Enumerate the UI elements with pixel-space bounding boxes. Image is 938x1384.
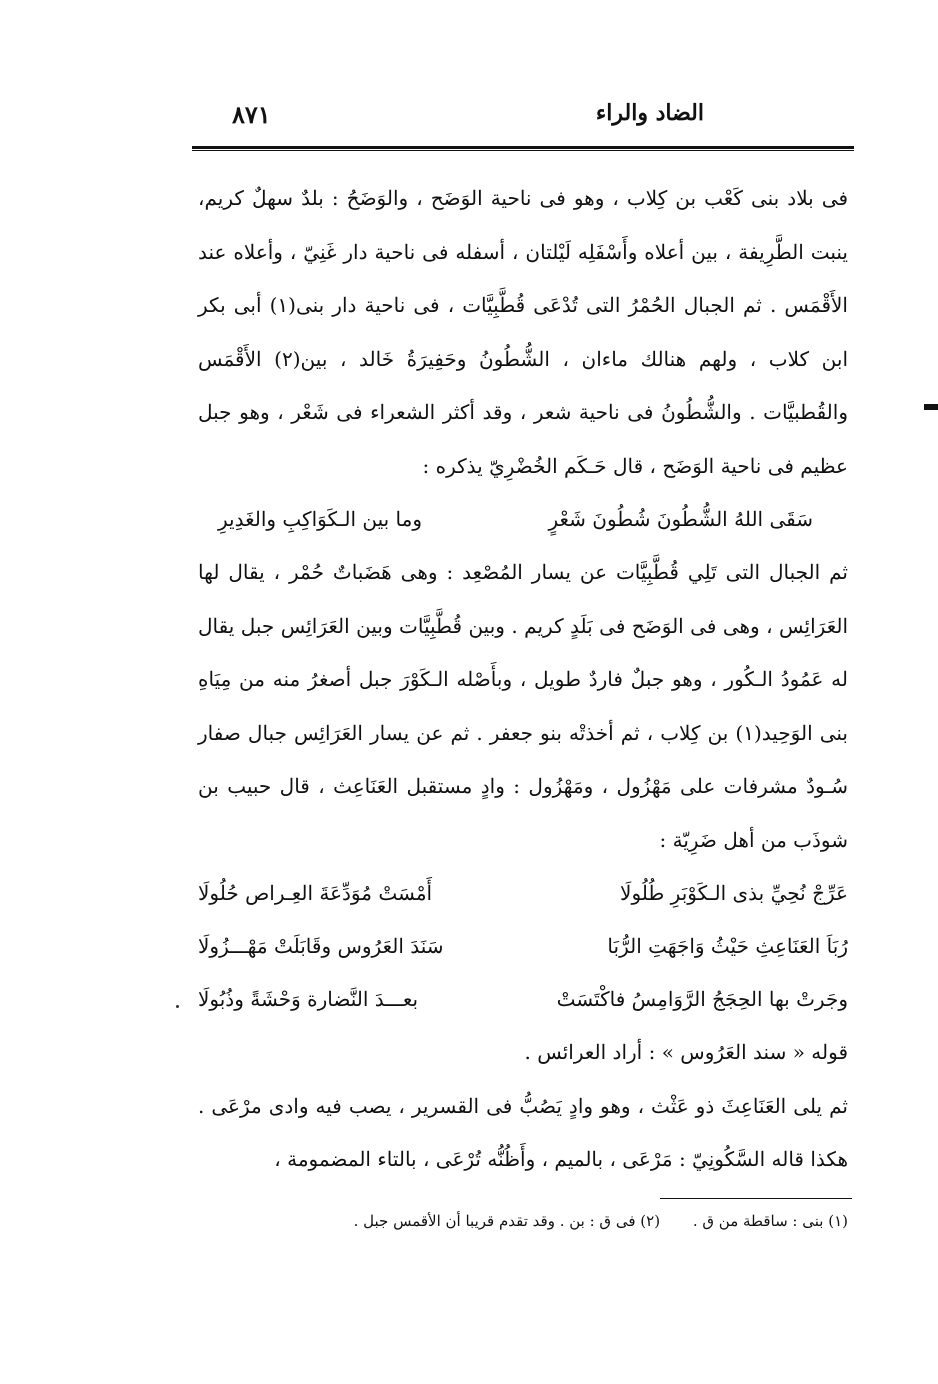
verse-line bbox=[198, 493, 848, 546]
footnote-rule bbox=[660, 1198, 852, 1199]
verse-first-hemistich: وجَرتْ بها الحِجَجُ الرَّوَامِسُ فاكْتَسَتْ bbox=[556, 987, 848, 1011]
footnotes bbox=[198, 1208, 848, 1234]
poem-line bbox=[198, 920, 848, 973]
paragraph-2: ثم الجبال التى تَلِي قُطَّبِيَّات عن يسار المُصْعِد : وهى هَضَباتٌ حُمْر ، يقال لها العَرَائِس ، وهى فى الوَضَح فى بَلَدٍ كريم . وبين قُطَّبِيَّات وبين العَرَائِس جبل يقال له عَمُودُ الـكُور ، وهو جبلٌ فاردٌ طويل ، وبأَصْله الـكَوْرَ جبل أصغرُ منه من مِيَاهِ بنى الوَحِيد(١) بن كِلاب ، ثم أخذتْه بنو جعفر . ثم عن يسار العَرَائِس جبال صفار سُـودٌ مشرفات على مَهْزُول ، ومَهْزُول : وادٍ مستقبل العَنَاعِث ، قال حبيب بن شوذَب من أهل ضَرِيّة : bbox=[198, 560, 848, 852]
paragraph-3: قوله « سند العَرُوس » : أراد العرائس . bbox=[524, 1040, 848, 1064]
paragraph-4: ثم يلى العَنَاعِثَ ذو عَثْث ، وهو وادٍ يَصُبُّ فى القسرير ، يصب فيه وادى مرْعَى . هكذا قاله السَّكُونِيّ : مَرْعَى ، بالميم ، وأَظُنُّه تُرْعَى ، بالتاء المضمومة ، bbox=[198, 1093, 848, 1171]
verse-second-hemistich: بعـــدَ النَّضارة وَحْشَةً وذُبُولَا bbox=[198, 987, 419, 1011]
footnote-2: (٢) فى ق : بن . وقد تقدم قريبا أن الأقمس جبل . bbox=[353, 1212, 661, 1230]
header-rule bbox=[192, 146, 854, 149]
verse-second-hemistich: سَنَدَ العَرُوس وقَابَلَتْ مَهْـــزُولَا bbox=[198, 934, 444, 958]
verse-first-hemistich: عَرِّجْ نُحِيِّ بذى الـكَوْبَرِ طُلُولَا bbox=[620, 881, 848, 905]
header-rule-thin bbox=[192, 150, 854, 151]
main-text bbox=[198, 172, 848, 1187]
verse-second-hemistich: أَمْسَتْ مُوَدِّعَةَ العِـراص حُلُولَا bbox=[198, 881, 433, 905]
paragraph-1: فى بلاد بنى كَعْب بن كِلاب ، وهو فى ناحية الوَضَح ، والوَضَحُ : بلدٌ سهلٌ كريم، ينبت الطَّرِيفة ، بين أعلاه وأَسْفَلِه لَيْلتان ، أسفله فى ناحية دار غَنِيّ ، وأعلاه عند الأَقْمَس . ثم الجبال الحُمْرُ التى تُدْعَى قُطَّبِيَّات ، فى ناحية دار بنى(١) أبى بكر ابن كلاب ، ولهم هنالك ماءان ، الشُّطُونُ وحَفِيرَةُ خَالد ، بين(٢) الأَقْمَس والقُطبيَّات . والشُّطُونُ فى ناحية شعر ، وقد أكثر الشعراء فى شَعْر ، وهو جبل عظيم فى ناحية الوَضَح ، قال حَـكَم الخُضْرِيّ يذكره : bbox=[198, 186, 849, 478]
scan-edge-mark bbox=[924, 404, 938, 410]
page-header bbox=[192, 100, 854, 140]
running-title: الضاد والراء bbox=[595, 100, 704, 126]
poem-line bbox=[198, 867, 848, 920]
poem-line bbox=[198, 973, 848, 1026]
verse-second-hemistich: وما بين الـكَوَاكِبِ والغَدِيرِ bbox=[218, 507, 423, 531]
verse-first-hemistich: سَقَى اللهُ الشُّطُونَ شُطُونَ شَعْرٍ bbox=[548, 507, 813, 531]
scan-speck bbox=[176, 1005, 179, 1008]
footnote-1: (١) بنى : ساقطة من ق . bbox=[692, 1212, 848, 1230]
page-number: ٨٧١ bbox=[232, 100, 271, 129]
verse-first-hemistich: رُبَاَ العَنَاعِثِ حَيْثُ وَاجَهَتِ الرُّبَا bbox=[607, 934, 848, 958]
